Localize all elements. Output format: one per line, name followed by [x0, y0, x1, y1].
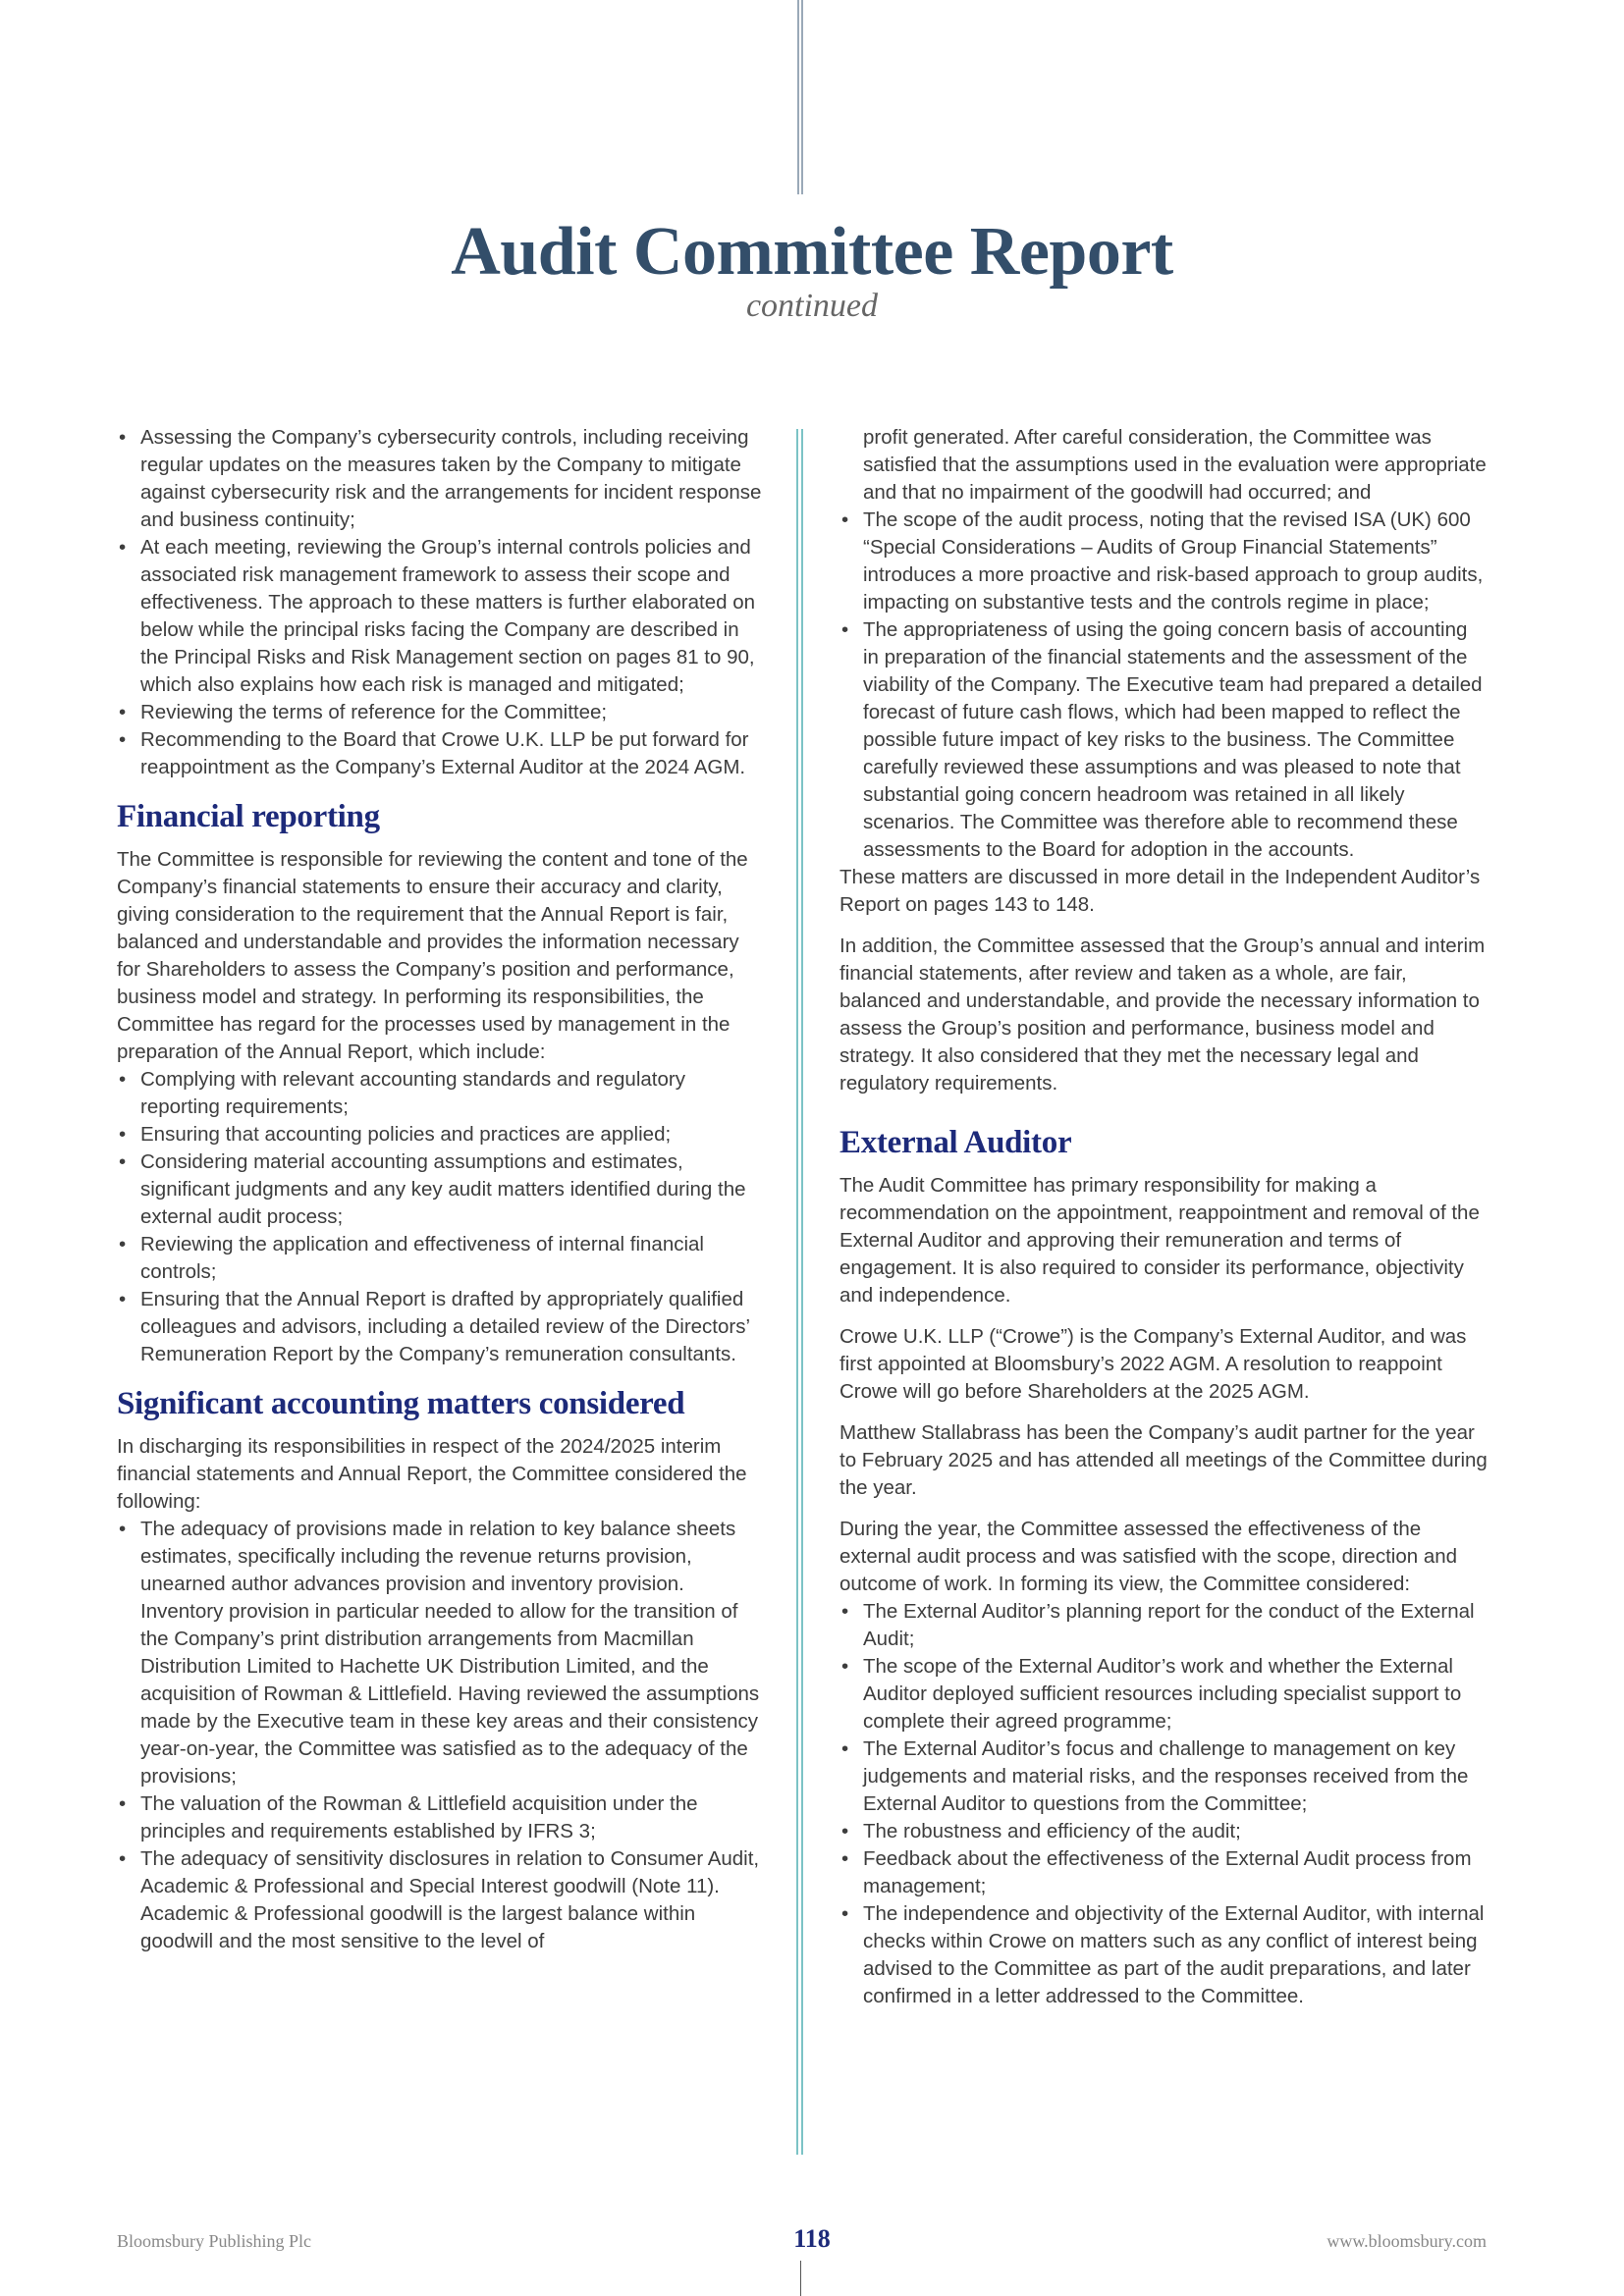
list-item: • Feedback about the effectiveness of the External Audit process from management; — [839, 1845, 1488, 1900]
right-column — [839, 424, 1488, 2010]
list-item: • Reviewing the application and effectiveness of internal financial controls; — [117, 1231, 765, 1286]
list-item: • The scope of the audit process, noting that the revised ISA (UK) 600 “Special Considerations – Audits of Group Financial Statements” introduces a more proactive and risk-based approach to group audits, impacting on substantive tests and the controls regime in place; — [839, 507, 1488, 616]
list-item: • The adequacy of sensitivity disclosures in relation to Consumer Audit, Academic & Professional and Special Interest goodwill (Note 11). Academic & Professional goodwill is the largest balance within goodwill and the most sensitive to the level of — [117, 1845, 765, 1955]
page-title: Audit Committee Report — [451, 214, 1173, 290]
left-column — [117, 424, 765, 1955]
column-divider — [796, 429, 803, 2155]
footer-website-link[interactable]: www.bloomsbury.com — [1326, 2231, 1487, 2251]
significant-matters-bullet-list — [117, 1516, 765, 1955]
top-decorative-rule — [797, 0, 803, 194]
external-auditor-paragraph: The Audit Committee has primary responsibility for making a recommendation on the appointment, reappointment and removal of the External Auditor and approving their remuneration and terms of engagement. It is also required to consider its performance, objectivity and independence. — [839, 1174, 1480, 1307]
list-item: • The External Auditor’s planning report for the conduct of the External Audit; — [839, 1598, 1488, 1653]
section-heading-financial-reporting: Financial reporting — [117, 799, 380, 834]
list-item: • At each meeting, reviewing the Group’s internal controls policies and associated risk management framework to assess their scope and effectiveness. The approach to these matters is further elaborated on below while the principal risks facing the Company are described in the Principal Risks and Risk Management section on pages 81 to 90, which also explains how each risk is managed and mitigated; — [117, 534, 765, 699]
list-item: • The valuation of the Rowman & Littlefield acquisition under the principles and requirements established by IFRS 3; — [117, 1790, 765, 1845]
bottom-decorative-rule — [800, 2261, 801, 2296]
section-heading-significant-matters: Significant accounting matters considered — [117, 1386, 685, 1421]
footer-company-name: Bloomsbury Publishing Plc — [117, 2231, 312, 2251]
external-auditor-bullet-list — [839, 1598, 1488, 2010]
list-item: • The External Auditor’s focus and challenge to management on key judgements and material risks, and the responses received from the External Auditor to questions from the Committee; — [839, 1735, 1488, 1818]
list-item: • Considering material accounting assumptions and estimates, significant judgments and any key audit matters identified during the external audit process; — [117, 1148, 765, 1231]
list-item: • Assessing the Company’s cybersecurity controls, including receiving regular updates on the measures taken by the Company to mitigate against cybersecurity risk and the arrangements for incident response and business continuity; — [117, 424, 765, 534]
section-heading-external-auditor: External Auditor — [839, 1125, 1072, 1160]
list-item: • The robustness and efficiency of the audit; — [839, 1818, 1488, 1845]
external-auditor-paragraph: During the year, the Committee assessed the effectiveness of the external audit process and was satisfied with the scope, direction and outcome of work. In forming its view, the Committee considered: — [839, 1518, 1458, 1595]
external-auditor-paragraph: Crowe U.K. LLP (“Crowe”) is the Company’s External Auditor, and was first appointed at Bloomsbury’s 2022 AGM. A resolution to reappoint Crowe will go before Shareholders at the 2025 AGM. — [839, 1325, 1467, 1403]
continued-bullet-text: profit generated. After careful consideration, the Committee was satisfied that the assumptions used in the evaluation were appropriate and that no impairment of the goodwill had occurred; and — [863, 426, 1487, 504]
list-item: • Reviewing the terms of reference for the Committee; — [117, 699, 765, 726]
intro-bullet-list — [117, 424, 765, 781]
financial-reporting-paragraph: The Committee is responsible for reviewing the content and tone of the Company’s financial statements to ensure their accuracy and clarity, giving consideration to the requirement that the Annual Report is fair, balanced and understandable and provides the information necessary for Shareholders to assess the Company’s position and performance, business model and strategy. In performing its responsibilities, the Committee has regard for the processes used by management in the preparation of the Annual Report, which include: — [117, 848, 748, 1063]
external-auditor-paragraph: Matthew Stallabrass has been the Company’s audit partner for the year to February 2025 and has attended all meetings of the Committee during the year. — [839, 1421, 1488, 1499]
page-number: 118 — [793, 2224, 831, 2253]
list-item: • The scope of the External Auditor’s work and whether the External Auditor deployed sufficient resources including specialist support to complete their agreed programme; — [839, 1653, 1488, 1735]
in-addition-paragraph: In addition, the Committee assessed that the Group’s annual and interim financial statements, after review and taken as a whole, are fair, balanced and understandable, and provide the necessary information to assess the Group’s position and performance, business model and strategy. It also considered that they met the necessary legal and regulatory requirements. — [839, 934, 1486, 1095]
list-item: • Complying with relevant accounting standards and regulatory reporting requirements; — [117, 1066, 765, 1121]
matters-discussed-paragraph: These matters are discussed in more detail in the Independent Auditor’s Report on pages 143 to 148. — [839, 866, 1481, 916]
financial-reporting-bullet-list — [117, 1066, 765, 1368]
list-item: • The independence and objectivity of the External Auditor, with internal checks within Crowe on matters such as any conflict of interest being advised to the Committee as part of the audit preparations, and later confirmed in a letter addressed to the Committee. — [839, 1900, 1488, 2010]
audit-scope-bullet-list — [839, 507, 1488, 864]
significant-matters-paragraph: In discharging its responsibilities in respect of the 2024/2025 interim financial statements and Annual Report, the Committee considered the following: — [117, 1435, 747, 1513]
list-item: • Recommending to the Board that Crowe U.K. LLP be put forward for reappointment as the Company’s External Auditor at the 2024 AGM. — [117, 726, 765, 781]
page-subtitle: continued — [745, 288, 879, 324]
list-item: • Ensuring that accounting policies and practices are applied; — [117, 1121, 765, 1148]
list-item: • The appropriateness of using the going concern basis of accounting in preparation of the financial statements and the assessment of the viability of the Company. The Executive team had prepared a detailed forecast of future cash flows, which had been mapped to reflect the possible future impact of key risks to the business. The Committee carefully reviewed these assumptions and was pleased to note that substantial going concern headroom was retained in all likely scenarios. The Committee was therefore able to recommend these assessments to the Board for adoption in the accounts. — [839, 616, 1488, 864]
list-item: • The adequacy of provisions made in relation to key balance sheets estimates, specifically including the revenue returns provision, unearned author advances provision and inventory provision. Inventory provision in particular needed to allow for the transition of the Company’s print distribution arrangements from Macmillan Distribution Limited to Hachette UK Distribution Limited, and the acquisition of Rowman & Littlefield. Having reviewed the assumptions made by the Executive team in these key areas and their consistency year-on-year, the Committee was satisfied as to the adequacy of the provisions; — [117, 1516, 765, 1790]
list-item: • Ensuring that the Annual Report is drafted by appropriately qualified colleagues and advisors, including a detailed review of the Directors’ Remuneration Report by the Company’s remuneration consultants. — [117, 1286, 765, 1368]
